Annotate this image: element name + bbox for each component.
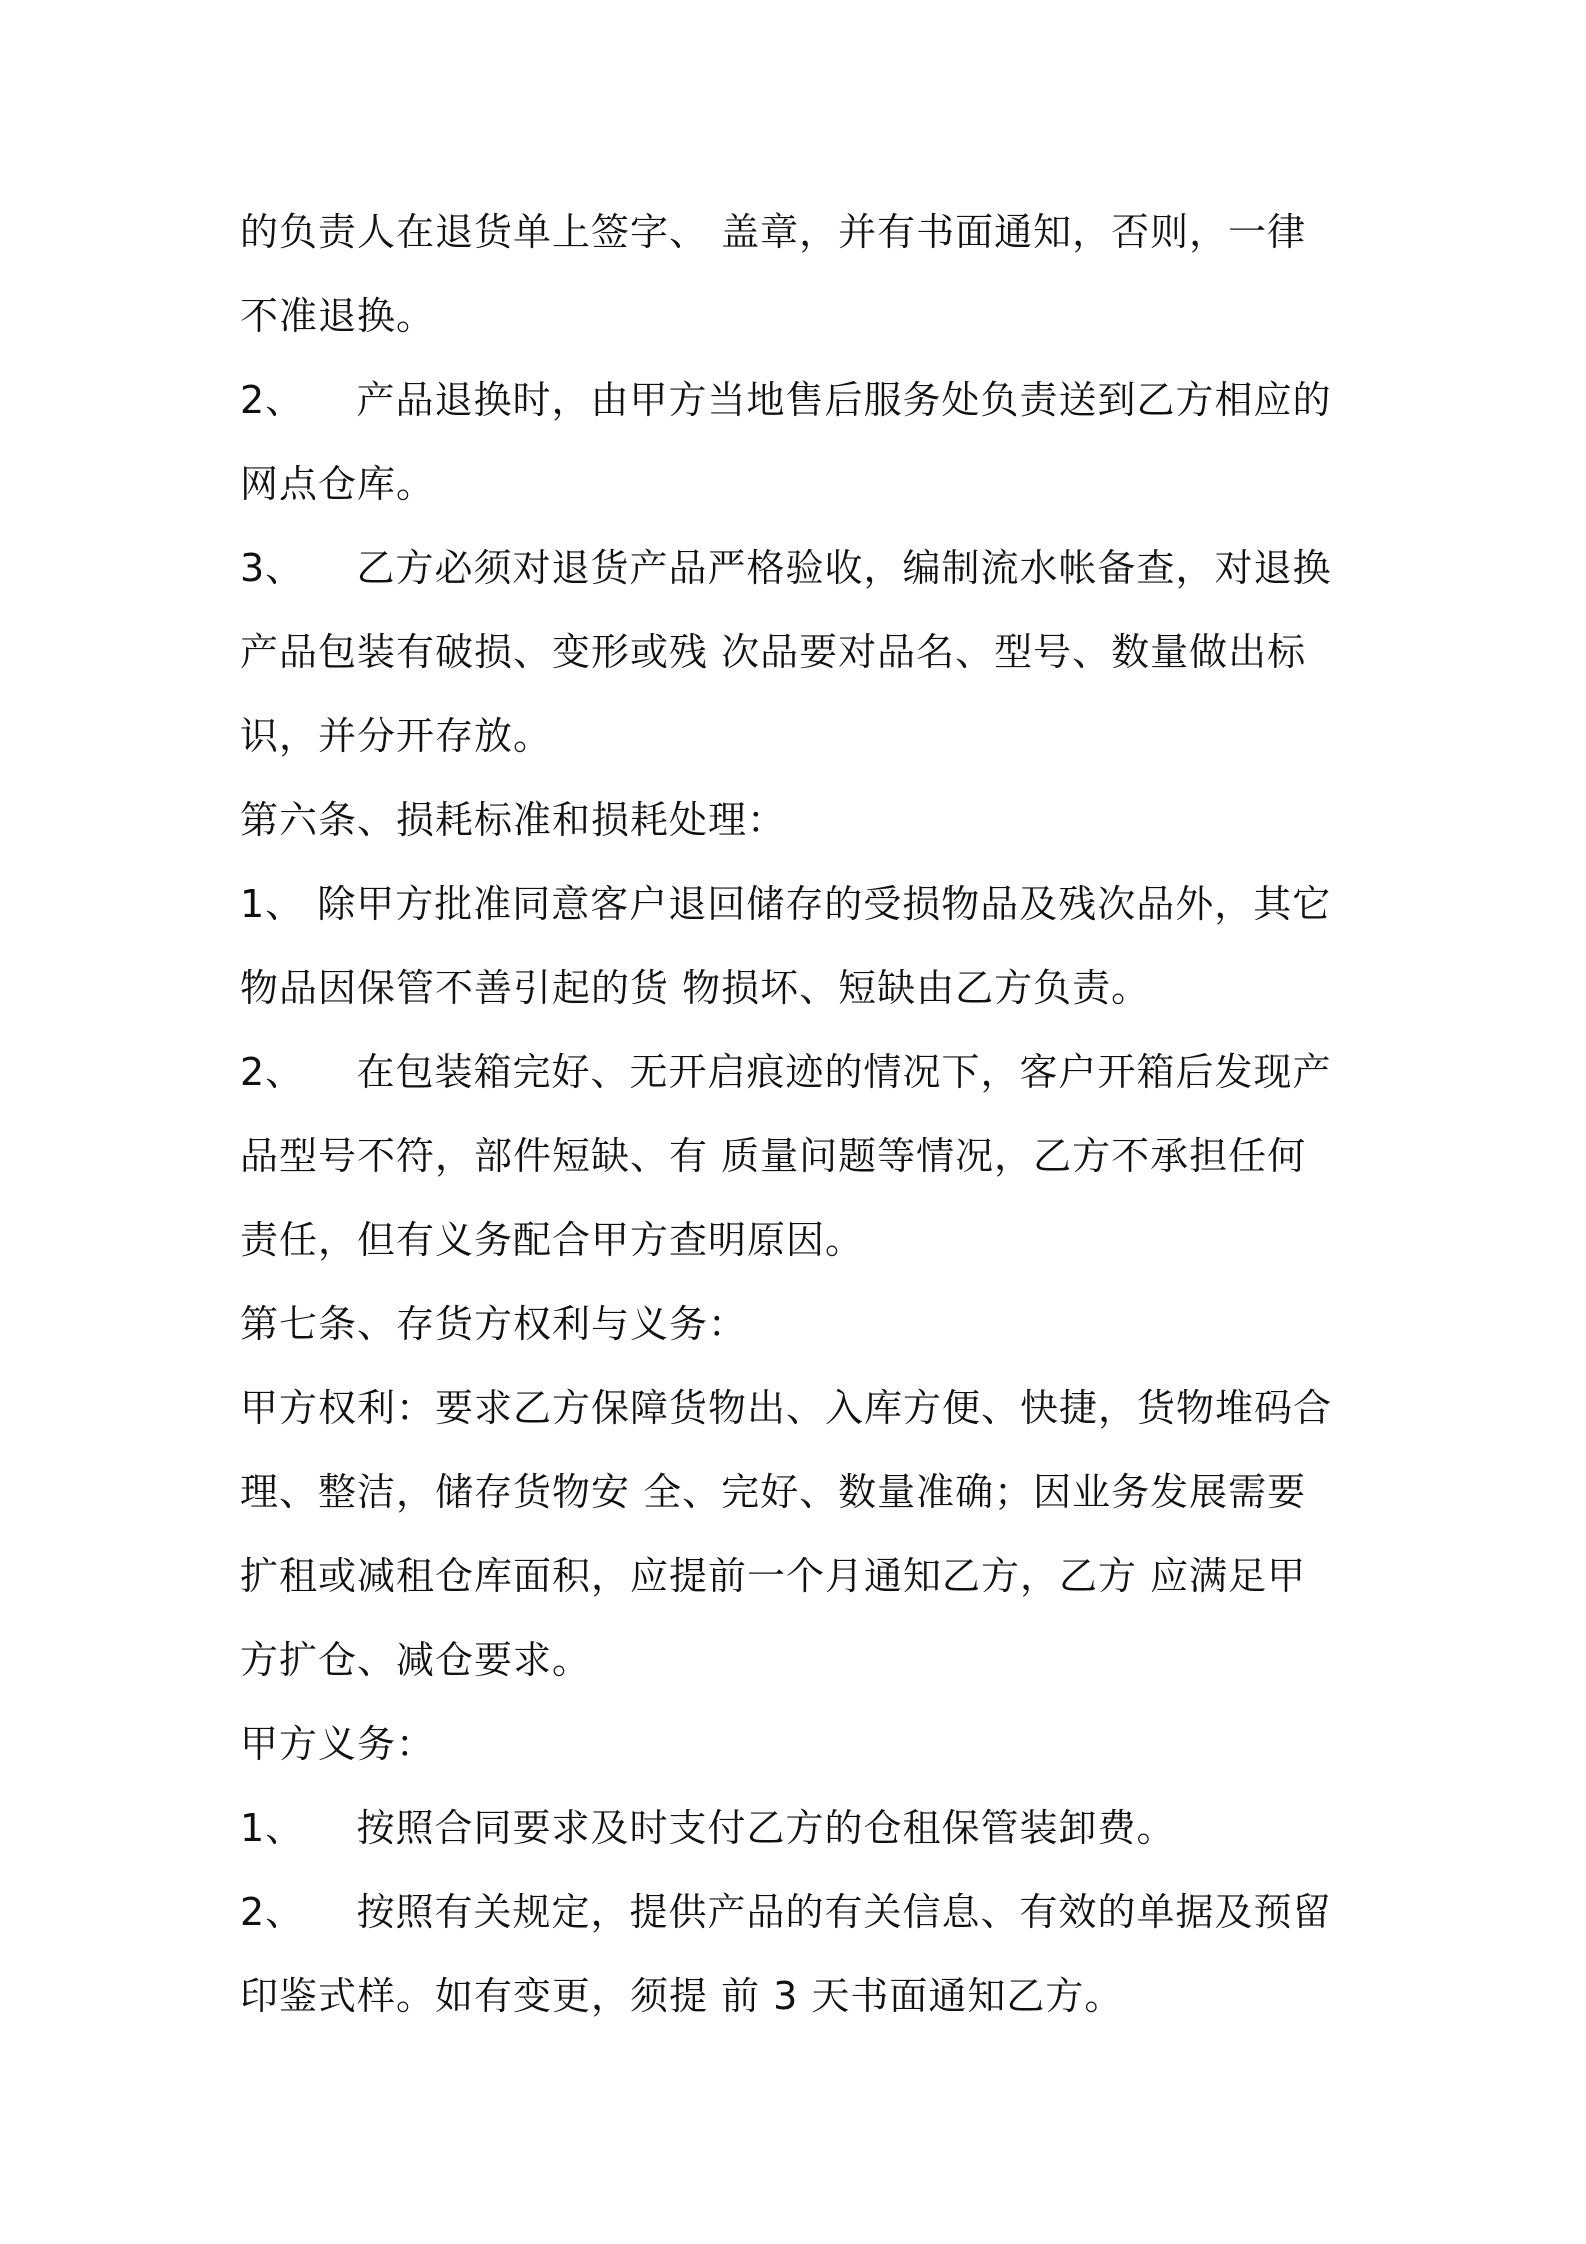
text-line: 的负责人在退货单上签字、 盖章，并有书面通知，否则，一律 bbox=[240, 210, 1307, 254]
subsection-heading: 甲方义务： bbox=[240, 1722, 436, 1766]
text-line: 1、 除甲方批准同意客户退回储存的受损物品及残次品外，其它 bbox=[240, 882, 1332, 926]
text-line: 品型号不符，部件短缺、有 质量问题等情况，乙方不承担任何 bbox=[240, 1134, 1307, 1178]
text-line: 网点仓库。 bbox=[240, 462, 436, 506]
text-line: 识，并分开存放。 bbox=[240, 714, 553, 758]
text-line: 理、整洁，储存货物安 全、完好、数量准确；因业务发展需要 bbox=[240, 1470, 1307, 1514]
text-line: 扩租或减租仓库面积，应提前一个月通知乙方，乙方 应满足甲 bbox=[240, 1554, 1307, 1598]
text-line: 甲方权利：要求乙方保障货物出、入库方便、快捷，货物堆码合 bbox=[240, 1386, 1333, 1430]
section-heading: 第六条、损耗标准和损耗处理： bbox=[240, 798, 787, 842]
text-line: 2、 在包装箱完好、无开启痕迹的情况下，客户开箱后发现产 bbox=[240, 1050, 1332, 1094]
text-line: 印鉴式样。如有变更，须提 前 3 天书面通知乙方。 bbox=[240, 1974, 1124, 2018]
text-line: 物品因保管不善引起的货 物损坏、短缺由乙方负责。 bbox=[240, 966, 1151, 1010]
text-line: 产品包装有破损、变形或残 次品要对品名、型号、数量做出标 bbox=[240, 630, 1307, 674]
text-line: 方扩仓、减仓要求。 bbox=[240, 1638, 592, 1682]
text-line: 2、 产品退换时，由甲方当地售后服务处负责送到乙方相应的 bbox=[240, 378, 1332, 422]
text-line: 2、 按照有关规定，提供产品的有关信息、有效的单据及预留 bbox=[240, 1890, 1332, 1934]
text-line: 3、 乙方必须对退货产品严格验收，编制流水帐备查，对退换 bbox=[240, 546, 1332, 590]
text-line: 1、 按照合同要求及时支付乙方的仓租保管装卸费。 bbox=[240, 1806, 1176, 1850]
text-line: 责任，但有义务配合甲方查明原因。 bbox=[240, 1218, 865, 1262]
document-body bbox=[240, 190, 1360, 2038]
text-line: 不准退换。 bbox=[240, 294, 436, 338]
section-heading: 第七条、存货方权利与义务： bbox=[240, 1302, 748, 1346]
